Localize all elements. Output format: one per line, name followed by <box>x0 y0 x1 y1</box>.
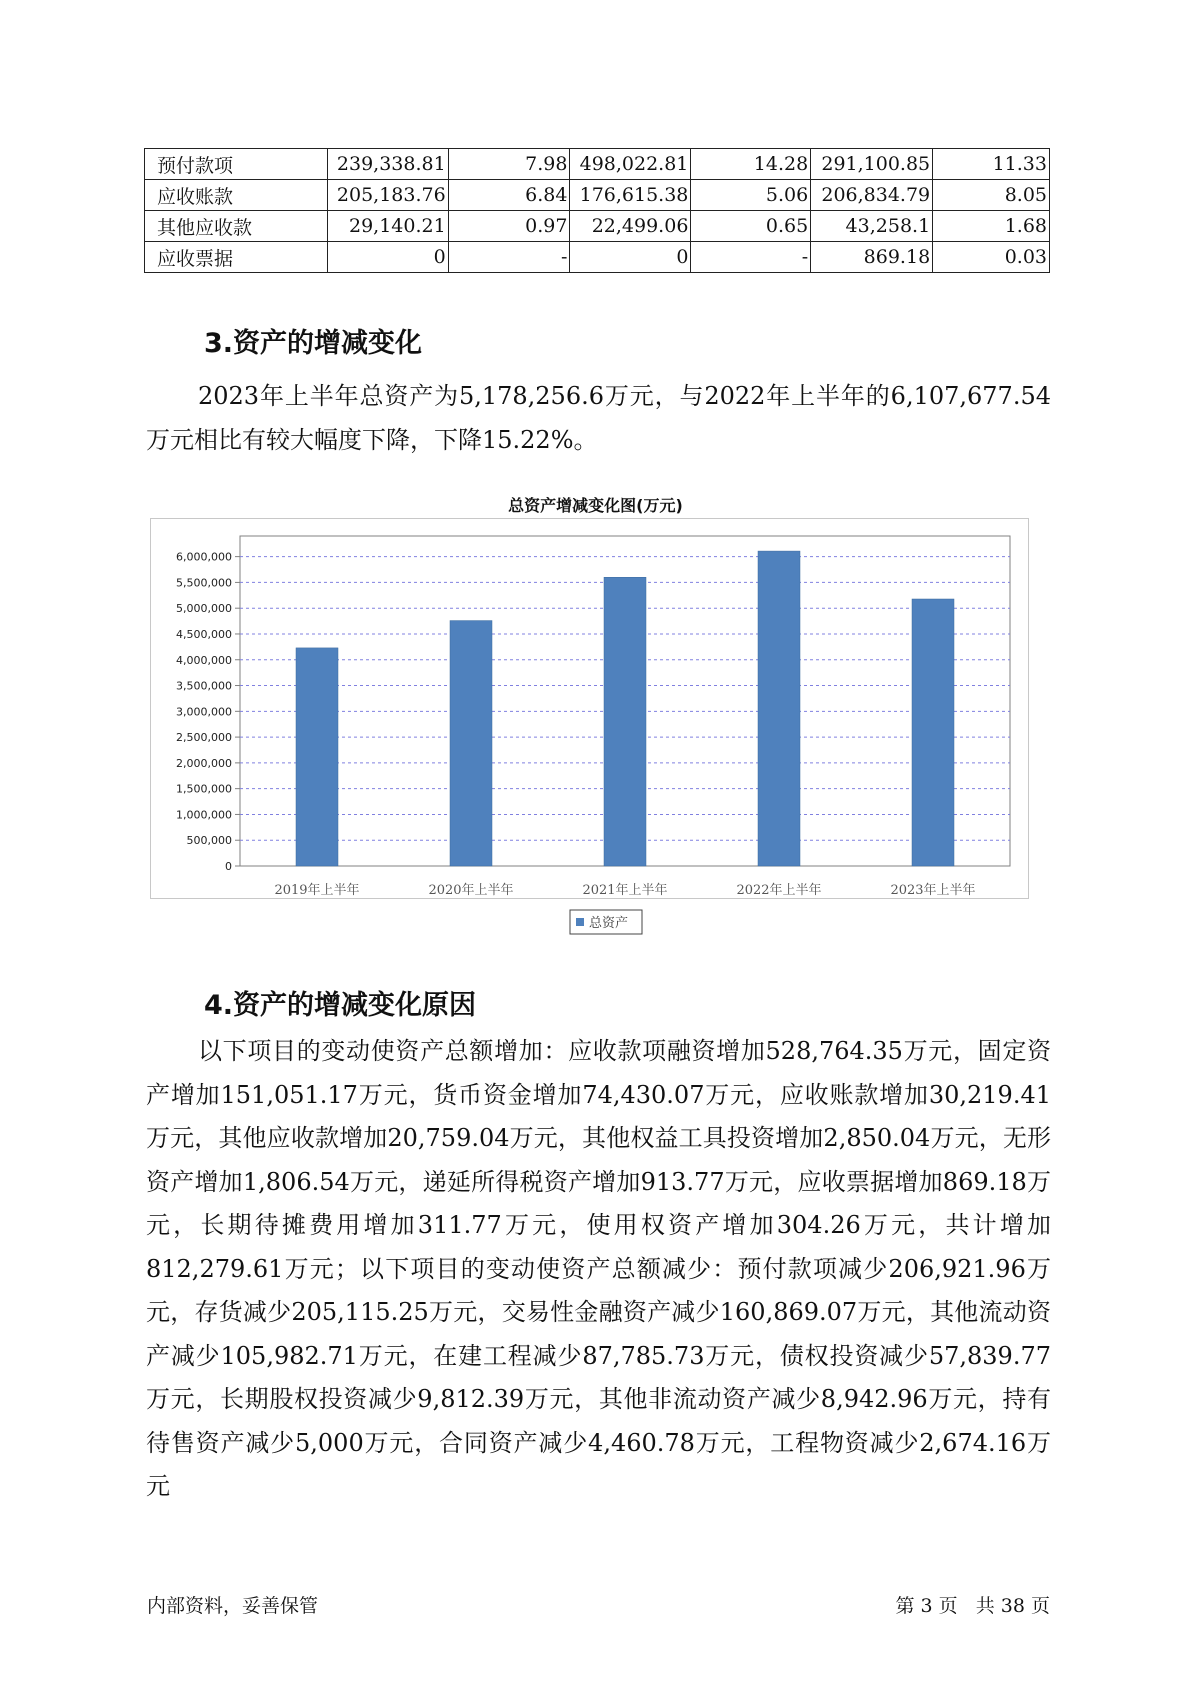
section-heading-asset-change: 3.资产的增减变化 <box>204 328 423 359</box>
section-heading-asset-change-reasons: 4.资产的增减变化原因 <box>204 990 477 1021</box>
table-cell: 14.28 <box>691 149 811 180</box>
y-tick-label: 3,500,000 <box>176 679 232 693</box>
y-tick-label: 5,000,000 <box>176 602 232 616</box>
chart-title: 总资产增减变化图(万元) <box>508 496 683 515</box>
asset-detail-table <box>144 148 1050 273</box>
table-cell: 869.18 <box>811 242 933 273</box>
table-cell-name: 其他应收款 <box>145 211 328 242</box>
legend-swatch <box>576 918 584 926</box>
y-tick-label: 1,500,000 <box>176 782 232 796</box>
table-cell: 29,140.21 <box>327 211 448 242</box>
bar <box>296 648 338 866</box>
y-tick-label: 3,000,000 <box>176 705 232 719</box>
table-cell: 5.06 <box>691 180 811 211</box>
y-tick-label: 4,500,000 <box>176 627 232 641</box>
legend-label: 总资产 <box>589 916 629 931</box>
table-cell: 0 <box>570 242 691 273</box>
table-cell-name: 预付款项 <box>145 149 328 180</box>
table-cell: 239,338.81 <box>327 149 448 180</box>
table-cell-name: 应收账款 <box>145 180 328 211</box>
table-cell: 291,100.85 <box>811 149 933 180</box>
y-tick-label: 500,000 <box>186 834 232 848</box>
bar <box>450 621 492 866</box>
table-cell: 7.98 <box>448 149 570 180</box>
table-cell: 0 <box>327 242 448 273</box>
table-cell: 22,499.06 <box>570 211 691 242</box>
table-cell: 1.68 <box>933 211 1050 242</box>
table-row <box>145 180 1050 211</box>
x-tick-label: 2021年上半年 <box>582 883 668 898</box>
table-cell: 0.65 <box>691 211 811 242</box>
table-row <box>145 211 1050 242</box>
table-cell: 0.97 <box>448 211 570 242</box>
x-tick-label: 2019年上半年 <box>274 883 360 898</box>
table-cell: 205,183.76 <box>327 180 448 211</box>
x-tick-label: 2020年上半年 <box>428 883 514 898</box>
y-tick-label: 6,000,000 <box>176 550 232 564</box>
section-paragraph-asset-change-reasons: 以下项目的变动使资产总额增加：应收款项融资增加528,764.35万元，固定资产增加151,051.17万元，货币资金增加74,430.07万元，应收账款增加30,219.41万元，其他应收款增加20,759.04万元，其他权益工具投资增加2,850.04万元，无形资产增加1,806.54万元，递延所得税资产增加913.77万元，应收票据增加869.18万元，长期待摊费用增加311.77万元，使用权资产增加304.26万元，共计增加812,279.61万元；以下项目的变动使资产总额减少：预付款项减少206,921.96万元，存货减少205,115.25万元，交易性金融资产减少160,869.07万元，其他流动资产减少105,982.71万元，在建工程减少87,785.73万元，债权投资减少57,839.77万元，长期股权投资减少9,812.39万元，其他非流动资产减少8,942.96万元，持有待售资产减少5,000万元，合同资产减少4,460.78万元，工程物资减少2,674.16万元 <box>146 1037 1051 1500</box>
x-tick-label: 2022年上半年 <box>736 883 822 898</box>
y-tick-label: 2,000,000 <box>176 756 232 770</box>
table-cell: 11.33 <box>933 149 1050 180</box>
bar <box>604 577 646 866</box>
y-tick-label: 2,500,000 <box>176 731 232 745</box>
footer-confidential-note: 内部资料，妥善保管 <box>147 1595 319 1617</box>
table-row <box>145 242 1050 273</box>
section-paragraph-asset-change: 2023年上半年总资产为5,178,256.6万元，与2022年上半年的6,107,677.54万元相比有较大幅度下降，下降15.22%。 <box>146 382 1051 454</box>
y-tick-label: 1,000,000 <box>176 808 232 822</box>
table-cell: 8.05 <box>933 180 1050 211</box>
table-cell: 6.84 <box>448 180 570 211</box>
table-cell: - <box>448 242 570 273</box>
y-tick-label: 5,500,000 <box>176 576 232 590</box>
table-cell: - <box>691 242 811 273</box>
y-tick-label: 4,000,000 <box>176 653 232 667</box>
table-cell: 206,834.79 <box>811 180 933 211</box>
y-tick-label: 0 <box>225 860 232 873</box>
footer-page-number: 第 3 页 共 38 页 <box>895 1595 1050 1617</box>
bar <box>758 551 800 866</box>
total-assets-bar-chart <box>150 518 1030 948</box>
x-tick-label: 2023年上半年 <box>890 883 976 898</box>
table-cell: 0.03 <box>933 242 1050 273</box>
table-cell: 176,615.38 <box>570 180 691 211</box>
table-row <box>145 149 1050 180</box>
table-cell: 498,022.81 <box>570 149 691 180</box>
table-cell: 43,258.1 <box>811 211 933 242</box>
bar <box>912 599 954 866</box>
table-cell-name: 应收票据 <box>145 242 328 273</box>
